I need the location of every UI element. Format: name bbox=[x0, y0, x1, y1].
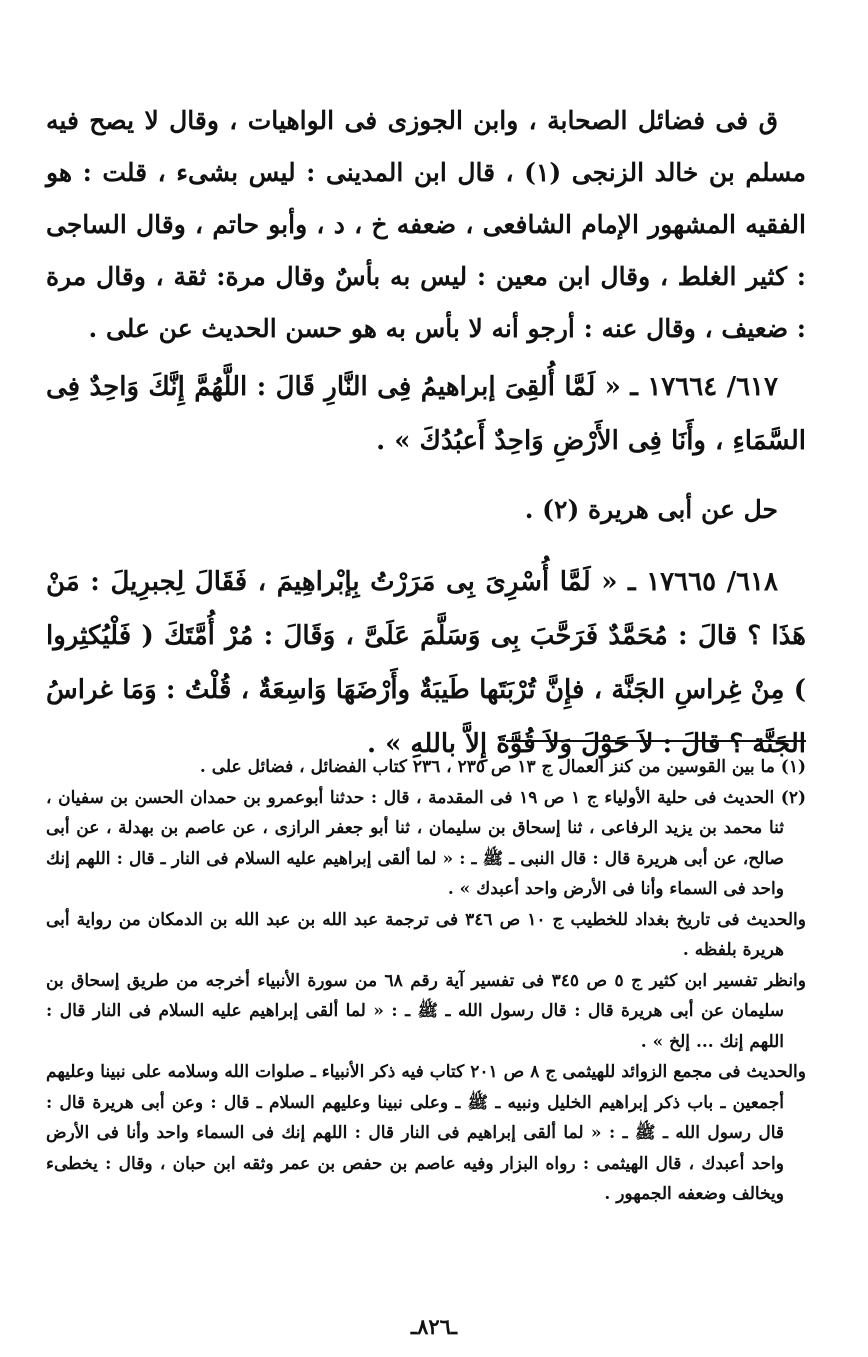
footnote-2-majma: والحديث فى مجمع الزوائد للهيثمى ج ٨ ص ٢٠١ كتاب فيه ذكر الأنبياء ـ صلوات الله وسلامه على نبينا وعليهم أجمعين ـ باب ذكر إبراهيم الخليل ونبيه ـ ﷺ ـ وعلى نبينا وعليهم السلام ـ قال : وعن أبى هريرة قال : قال رسول الله ـ ﷺ ـ : « لما ألقى إبراهيم فى النار قال : اللهم إنك فى السماء واحد وأنا فى الأرض واحد أعبدك ، قال الهيثمى : رواه البزار وفيه عاصم بن حفص بن عمر وثقه ابن حبان ، وقال : يخطىء ويخالف وضعفه الجمهور . bbox=[46, 1062, 806, 1204]
footnote-1: (١) ما بين القوسين من كنز العمال ج ١٣ ص ٢٣٥ ، ٢٣٦ كتاب الفضائل ، فضائل على . bbox=[199, 757, 806, 777]
footnote-2-baghdad: والحديث فى تاريخ بغداد للخطيب ج ١٠ ص ٣٤٦ فى ترجمة عبد الله بن عبد الله بن الدمكان من رواية أبى هريرة بلفظه . bbox=[46, 909, 806, 960]
hadith-618 bbox=[46, 555, 806, 771]
footnotes bbox=[46, 752, 806, 1210]
page-number: ـ٨٢٦ـ bbox=[410, 1314, 458, 1339]
footnote-2: (٢) الحديث فى حلية الأولياء ج ١ ص ١٩ فى المقدمة ، قال : حدثنا أبوعمرو بن حمدان الحسن بن سفيان ، ثنا محمد بن يزيد الرفاعى ، ثنا إسحاق بن سليمان ، ثنا أبو جعفر الرازى ، عن عاصم بن بهدلة ، عن أبى صالح، عن أبى هريرة قال : قال النبى ـ ﷺ ـ : « لما ألقى إبراهيم عليه السلام فى النار ـ قال : اللهم إنك واحد فى السماء وأنا فى الأرض واحد أعبدك » . bbox=[46, 787, 807, 899]
footnote-divider bbox=[506, 740, 806, 742]
intro-paragraph bbox=[46, 95, 806, 355]
hadith-618-text: ٦١٨/ ١٧٦٦٥ ـ « لَمَّا أُسْرِىَ بِى مَرَرْتُ بِإبْراهِيمَ ، فَقَالَ لِجبرِيلَ : مَنْ هَذَا ؟ قالَ : مُحَمَّدٌ فَرَحَّبَ بِى وَسَلَّمَ عَلَىَّ ، وَقَالَ : مُرْ أُمَّتَكَ ( فَلْيُكثِروا ) مِنْ غِراسِ الجَنَّة ، فإِنَّ تُرْبَتَها طَيبَةٌ وأَرْضَهَا وَاسِعَةٌ ، قُلْتُ : وَمَا غراسُ الجَنَّة ؟ قالَ : لاَ حَوْلَ وَلاَ قُوَّةَ إِلاَّ باللهِ » . bbox=[46, 567, 806, 759]
footnote-2-ibn-kathir: وانظر تفسير ابن كثير ج ٥ ص ٣٤٥ فى تفسير آية رقم ٦٨ من سورة الأنبياء أخرجه من طريق إسحاق بن سليمان عن أبى هريرة قال : قال رسول الله ـ ﷺ ـ : « لما ألقى إبراهيم عليه السلام فى النار قال : اللهم إنك ... إلخ » . bbox=[46, 970, 806, 1052]
hadith-617-source-text: حل عن أبى هريرة (٢) . bbox=[524, 495, 778, 524]
hadith-617-text: ٦١٧/ ١٧٦٦٤ ـ « لَمَّا أُلقِىَ إبراهيمُ فِى النَّارِ قَالَ : اللَّهُمَّ إِنَّكَ وَاحِدٌ فِى السَّمَاءِ ، وأَنَا فِى الأَرْضِ وَاحِدٌ أَعبُدُكَ » . bbox=[46, 372, 806, 456]
hadith-617 bbox=[46, 360, 806, 468]
hadith-617-source bbox=[46, 484, 806, 536]
intro-text: ق فى فضائل الصحابة ، وابن الجوزى فى الواهيات ، وقال لا يصح فيه مسلم بن خالد الزنجى (١) ، قال ابن المدينى : ليس بشىء ، قلت : هو الفقيه المشهور الإمام الشافعى ، ضعفه خ ، د ، وأبو حاتم ، وقال الساجى : كثير الغلط ، وقال ابن معين : ليس به بأسٌ وقال مرة: ثقة ، وقال مرة : ضعيف ، وقال عنه : أرجو أنه لا بأس به هو حسن الحديث عن على . bbox=[46, 106, 807, 343]
